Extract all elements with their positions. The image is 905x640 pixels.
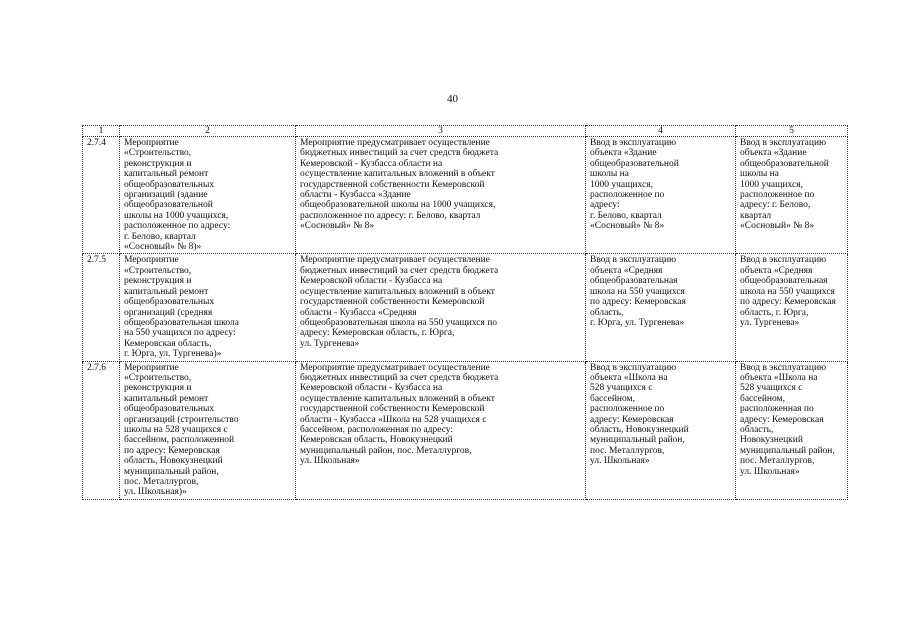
measure-result: Ввод в эксплуатацию объекта «Здание общеобразовательной школы на 1000 учащихся, расположенное по адресу: г. Белово, квартал «Сосновый» № 8» (586, 137, 736, 254)
measure-name: Мероприятие «Строительство, реконструкция и капитальный ремонт общеобразовательных организаций (здание общеобразовательной школы на 1000 учащихся, расположенное по адресу: г. Белово, квартал «Сосновый» № 8)» (120, 137, 296, 254)
column-header-measure: 2 (120, 126, 296, 137)
measure-result: Ввод в эксплуатацию объекта «Средняя общеобразовательная школа на 550 учащихся по адресу: Кемеровская область, г. Юрга, ул. Тургенева» (586, 254, 736, 361)
measure-name: Мероприятие «Строительство, реконструкция и капитальный ремонт общеобразовательных организаций (строительство школы на 528 учащихся с бассейном, расположенной по адресу: Кемеровская область, Новокузнецкий муниципальный район, пос. Металлургов, ул. Школьная)» (120, 361, 296, 499)
measure-description: Мероприятие предусматривает осуществление бюджетных инвестиций за счет средств бюджета Кемеровской области - Кузбасса на осуществление капитальных вложений в объект государственной собственности Кемеровской области - Кузбасса «Средняя общеобразовательная школа на 550 учащихся по адресу: Кемеровская область, г. Юрга, ул. Тургенева» (296, 254, 586, 361)
column-header-description: 3 (296, 126, 586, 137)
column-header-col5: 5 (736, 126, 848, 137)
measure-description: Мероприятие предусматривает осуществление бюджетных инвестиций за счет средств бюджета Кемеровской области - Кузбасса на осуществление капитальных вложений в объект государственной собственности Кемеровской области - Кузбасса «Школа на 528 учащихся с бассейном, расположенная по адресу: Кемеровская область, Новокузнецкий муниципальный район, пос. Металлургов, ул. Школьная» (296, 361, 586, 499)
measure-col5: Ввод в эксплуатацию объекта «Школа на 528 учащихся с бассейном, расположенная по адресу: Кемеровская область, Новокузнецкий муниципальный район, пос. Металлургов, ул. Школьная» (736, 361, 848, 499)
column-header-result: 4 (586, 126, 736, 137)
measure-col5: Ввод в эксплуатацию объекта «Здание общеобразовательной школы на 1000 учащихся, расположенное по адресу: г. Белово, квартал «Сосновый» № 8» (736, 137, 848, 254)
row-number: 2.7.6 (83, 361, 120, 499)
column-header-number: 1 (83, 126, 120, 137)
measure-name: Мероприятие «Строительство, реконструкция и капитальный ремонт общеобразовательных организаций (средняя общеобразовательная школа на 550 учащихся по адресу: Кемеровская область, г. Юрга, ул. Тургенева)» (120, 254, 296, 361)
table-row (83, 254, 848, 361)
table-row (83, 137, 848, 254)
row-number: 2.7.5 (83, 254, 120, 361)
page-number: 40 (447, 93, 458, 105)
program-measures-table (82, 125, 848, 500)
measure-col5: Ввод в эксплуатацию объекта «Средняя общеобразовательная школа на 550 учащихся по адресу: Кемеровская область, г. Юрга, ул. Тургенева» (736, 254, 848, 361)
row-number: 2.7.4 (83, 137, 120, 254)
table-header-row (83, 126, 848, 137)
measure-result: Ввод в эксплуатацию объекта «Школа на 528 учащихся с бассейном, расположенное по адресу: Кемеровская область, Новокузнецкий муниципальный район, пос. Металлургов, ул. Школьная» (586, 361, 736, 499)
table-row (83, 361, 848, 499)
measure-description: Мероприятие предусматривает осуществление бюджетных инвестиций за счет средств бюджета Кемеровской - Кузбасса области на осуществление капитальных вложений в объект государственной собственности Кемеровской области - Кузбасса «Здание общеобразовательной школы на 1000 учащихся, расположенное по адресу: г. Белово, квартал «Сосновый» № 8» (296, 137, 586, 254)
